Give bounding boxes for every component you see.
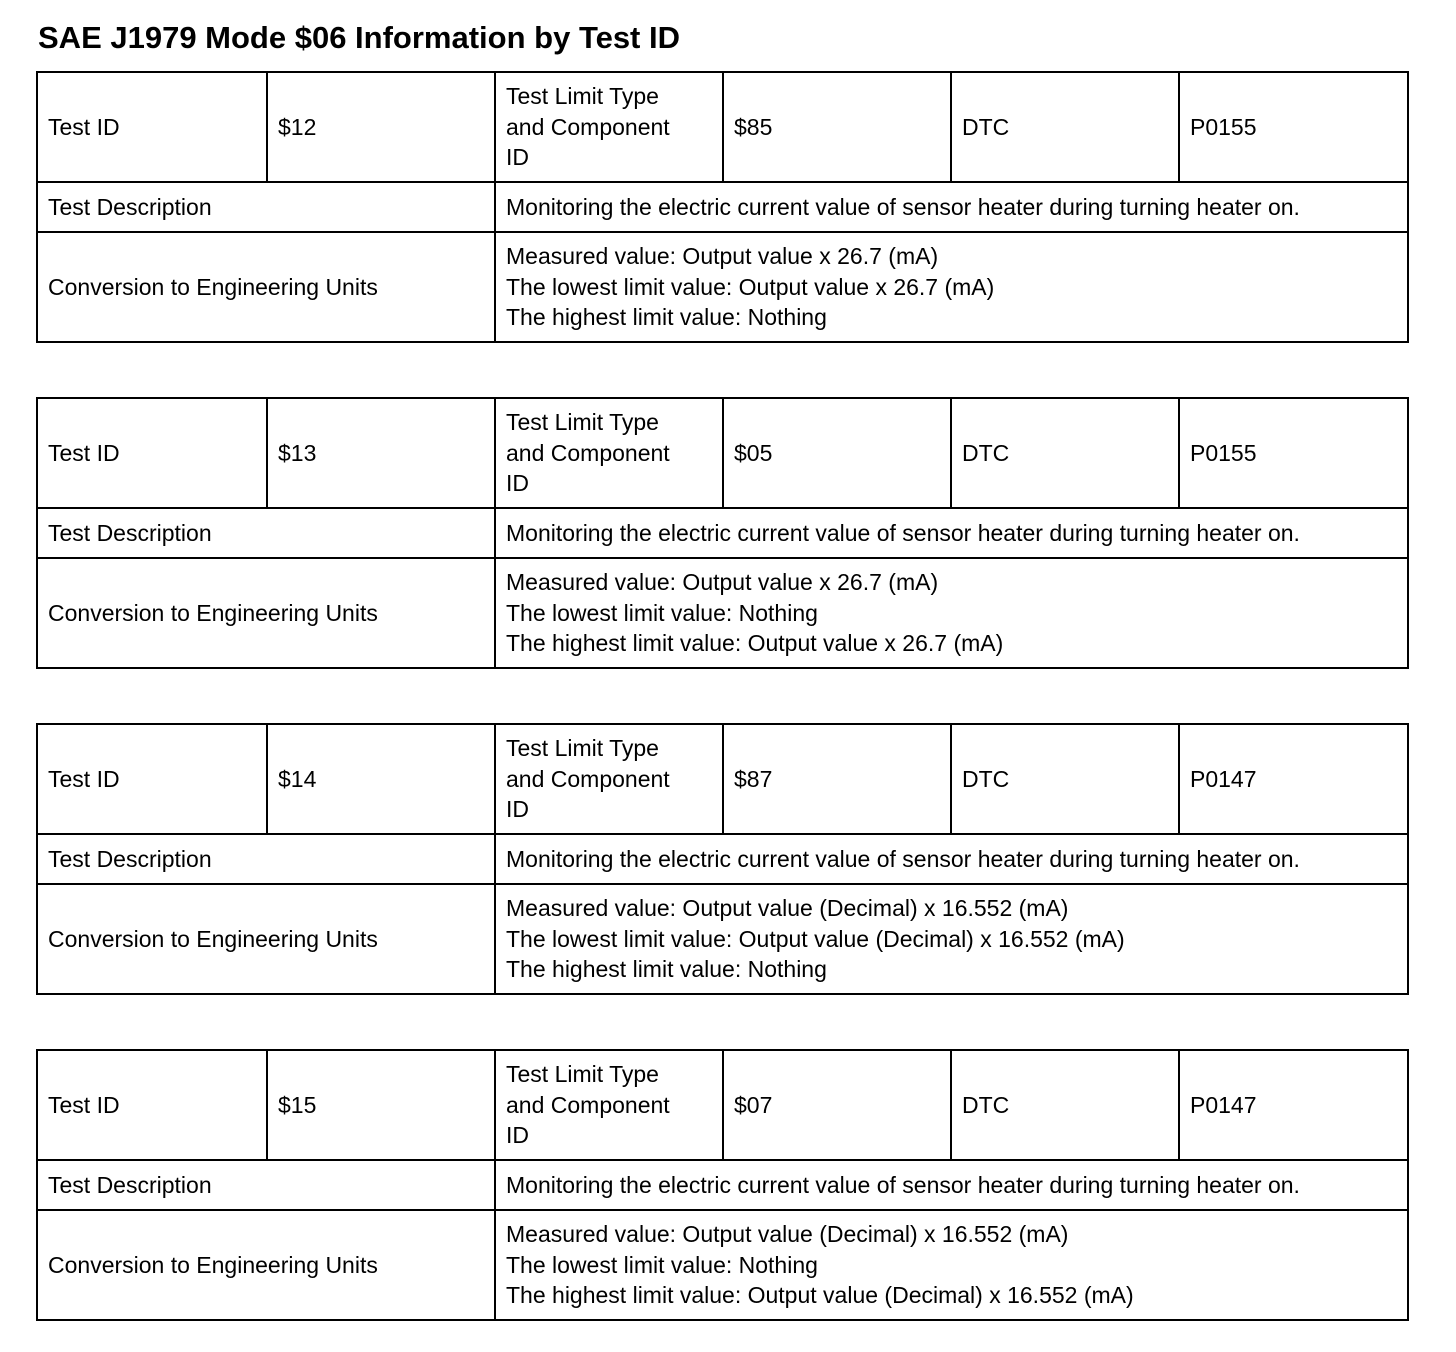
test-id-label: Test ID — [37, 724, 267, 834]
conversion-value: Measured value: Output value (Decimal) x 16.552 (mA) The lowest limit value: Nothing The highest limit value: Output value (Decimal) x 16.552 (mA) — [495, 1210, 1408, 1320]
table-row — [37, 884, 1408, 994]
conversion-label: Conversion to Engineering Units — [37, 558, 495, 668]
table-row — [37, 232, 1408, 342]
test-id-value: $14 — [267, 724, 495, 834]
test-id-value: $15 — [267, 1050, 495, 1160]
test-description-value: Monitoring the electric current value of sensor heater during turning heater on. — [495, 1160, 1408, 1210]
conversion-label: Conversion to Engineering Units — [37, 232, 495, 342]
test-id-value: $13 — [267, 398, 495, 508]
table-row — [37, 1210, 1408, 1320]
test-description-label: Test Description — [37, 182, 495, 232]
test-limit-type-label: Test Limit Type and Component ID — [495, 724, 723, 834]
table-row — [37, 182, 1408, 232]
dtc-label: DTC — [951, 1050, 1179, 1160]
dtc-value: P0155 — [1179, 398, 1408, 508]
table-row — [37, 724, 1408, 834]
table-row — [37, 558, 1408, 668]
test-id-label: Test ID — [37, 398, 267, 508]
test-limit-type-value: $85 — [723, 72, 951, 182]
test-table-15 — [36, 1049, 1409, 1321]
table-row — [37, 1160, 1408, 1210]
dtc-value: P0147 — [1179, 1050, 1408, 1160]
test-description-label: Test Description — [37, 508, 495, 558]
table-row — [37, 834, 1408, 884]
test-id-label: Test ID — [37, 72, 267, 182]
test-description-value: Monitoring the electric current value of sensor heater during turning heater on. — [495, 182, 1408, 232]
test-table-14 — [36, 723, 1409, 995]
dtc-value: P0147 — [1179, 724, 1408, 834]
dtc-value: P0155 — [1179, 72, 1408, 182]
test-tables — [36, 71, 1407, 1321]
conversion-label: Conversion to Engineering Units — [37, 884, 495, 994]
page-title: SAE J1979 Mode $06 Information by Test ID — [38, 20, 680, 55]
conversion-label: Conversion to Engineering Units — [37, 1210, 495, 1320]
test-description-value: Monitoring the electric current value of sensor heater during turning heater on. — [495, 834, 1408, 884]
test-limit-type-label: Test Limit Type and Component ID — [495, 1050, 723, 1160]
test-table-13 — [36, 397, 1409, 669]
test-limit-type-label: Test Limit Type and Component ID — [495, 398, 723, 508]
test-id-value: $12 — [267, 72, 495, 182]
dtc-label: DTC — [951, 72, 1179, 182]
table-row — [37, 508, 1408, 558]
test-description-label: Test Description — [37, 834, 495, 884]
conversion-value: Measured value: Output value (Decimal) x 16.552 (mA) The lowest limit value: Output value (Decimal) x 16.552 (mA) The highest limit value: Nothing — [495, 884, 1408, 994]
dtc-label: DTC — [951, 398, 1179, 508]
table-row — [37, 398, 1408, 508]
table-row — [37, 72, 1408, 182]
test-limit-type-value: $07 — [723, 1050, 951, 1160]
test-limit-type-label: Test Limit Type and Component ID — [495, 72, 723, 182]
test-table-12 — [36, 71, 1409, 343]
conversion-value: Measured value: Output value x 26.7 (mA) The lowest limit value: Nothing The highest limit value: Output value x 26.7 (mA) — [495, 558, 1408, 668]
test-id-label: Test ID — [37, 1050, 267, 1160]
conversion-value: Measured value: Output value x 26.7 (mA) The lowest limit value: Output value x 26.7 (mA) The highest limit value: Nothing — [495, 232, 1408, 342]
test-limit-type-value: $87 — [723, 724, 951, 834]
test-limit-type-value: $05 — [723, 398, 951, 508]
test-description-value: Monitoring the electric current value of sensor heater during turning heater on. — [495, 508, 1408, 558]
table-row — [37, 1050, 1408, 1160]
test-description-label: Test Description — [37, 1160, 495, 1210]
dtc-label: DTC — [951, 724, 1179, 834]
